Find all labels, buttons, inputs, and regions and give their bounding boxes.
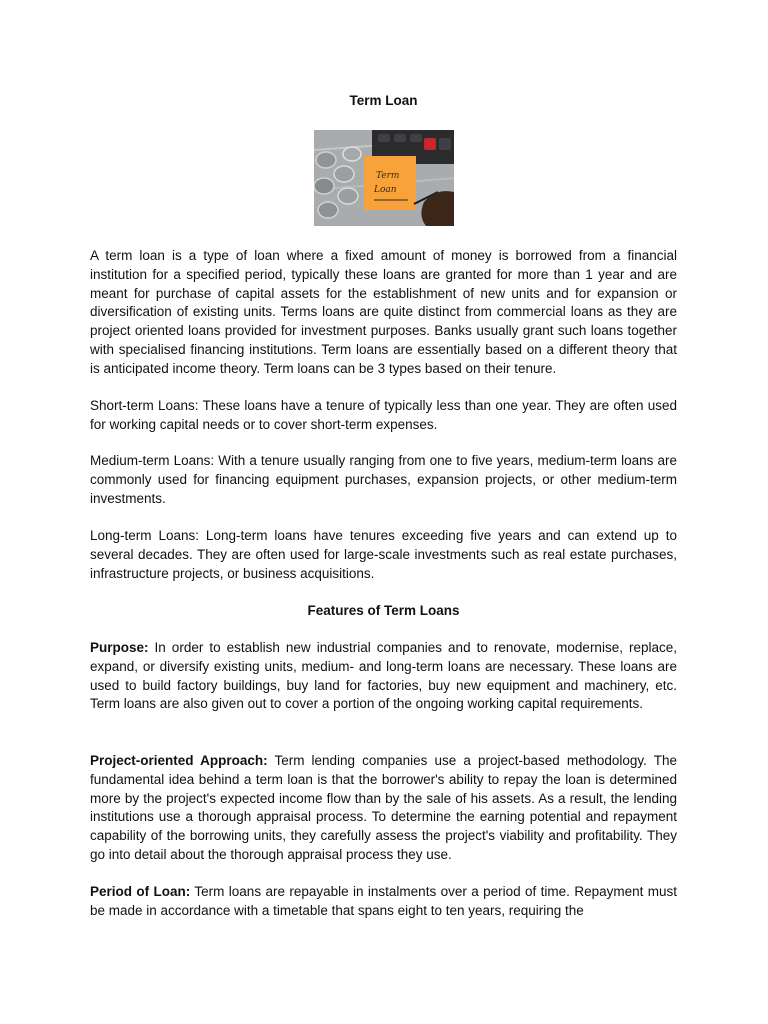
red-key-shape — [424, 138, 436, 150]
feature-project-oriented-label: Project-oriented Approach: — [90, 753, 268, 768]
feature-period-of-loan-text: Term loans are repayable in instalments over a period of time. Repayment must be made in accordance with a timetable that spans eight to ten years, requiring the — [90, 884, 677, 918]
intro-paragraph: A term loan is a type of loan where a fixed amount of money is borrowed from a financial institution for a specified period, typically these loans are granted for more than 1 year and are meant for purchase of capital assets for the establishment of new units and for expansion or diversification of existing units. Terms loans are quite distinct from commercial loans as they are project oriented loans provided for investment purposes. Banks usually grant such loans together with specialised financing institutions. Term loans are essentially based on a different theory that is anticipated income theory. Term loans can be 3 types based on their tenure. — [90, 248, 677, 376]
term-loan-photo — [314, 130, 454, 226]
note-text-line1: Term — [376, 171, 400, 181]
note-text-line2: Loan — [374, 185, 397, 195]
medium-term-paragraph: Medium-term Loans: With a tenure usually ranging from one to five years, medium-term loans are commonly used for financing equipment purchases, expansion projects, or other medium-term investments. — [90, 453, 677, 506]
feature-purpose-text: In order to establish new industrial companies and to renovate, modernise, replace, expand, or diversify existing units, medium- and long-term loans are necessary. These loans are used to build factory buildings, buy land for factories, buy new equipment and machinery, etc. Term loans are also given out to cover a portion of the ongoing working capital requirements. — [90, 640, 677, 712]
feature-purpose-label: Purpose: — [90, 640, 149, 655]
feature-period-of-loan-label: Period of Loan: — [90, 884, 191, 899]
term-loan-photo-illustration — [314, 130, 454, 226]
sticky-note — [364, 156, 416, 210]
short-term-paragraph: Short-term Loans: These loans have a tenure of typically less than one year. They are often used for working capital needs or to cover short-term expenses. — [90, 398, 677, 432]
long-term-paragraph: Long-term Loans: Long-term loans have tenures exceeding five years and can extend up to several decades. They are often used for large-scale investments such as real estate purchases, infrastructure projects, or business acquisitions. — [90, 528, 677, 581]
feature-purpose — [90, 639, 677, 714]
feature-period-of-loan — [90, 883, 677, 921]
document-title: Term Loan — [349, 93, 418, 108]
feature-project-oriented — [90, 752, 677, 865]
feature-project-oriented-text: Term lending companies use a project-based methodology. The fundamental idea behind a term loan is that the borrower's ability to repay the loan is determined more by the project's expected income flow than by the sale of his assets. As a result, the lending institutions use a thorough appraisal process. To determine the earning potential and repayment capability of the borrowing units, they carefully assess the project's viability and profitability. They go into detail about the thorough appraisal process they use. — [90, 753, 677, 862]
features-heading: Features of Term Loans — [307, 603, 460, 618]
